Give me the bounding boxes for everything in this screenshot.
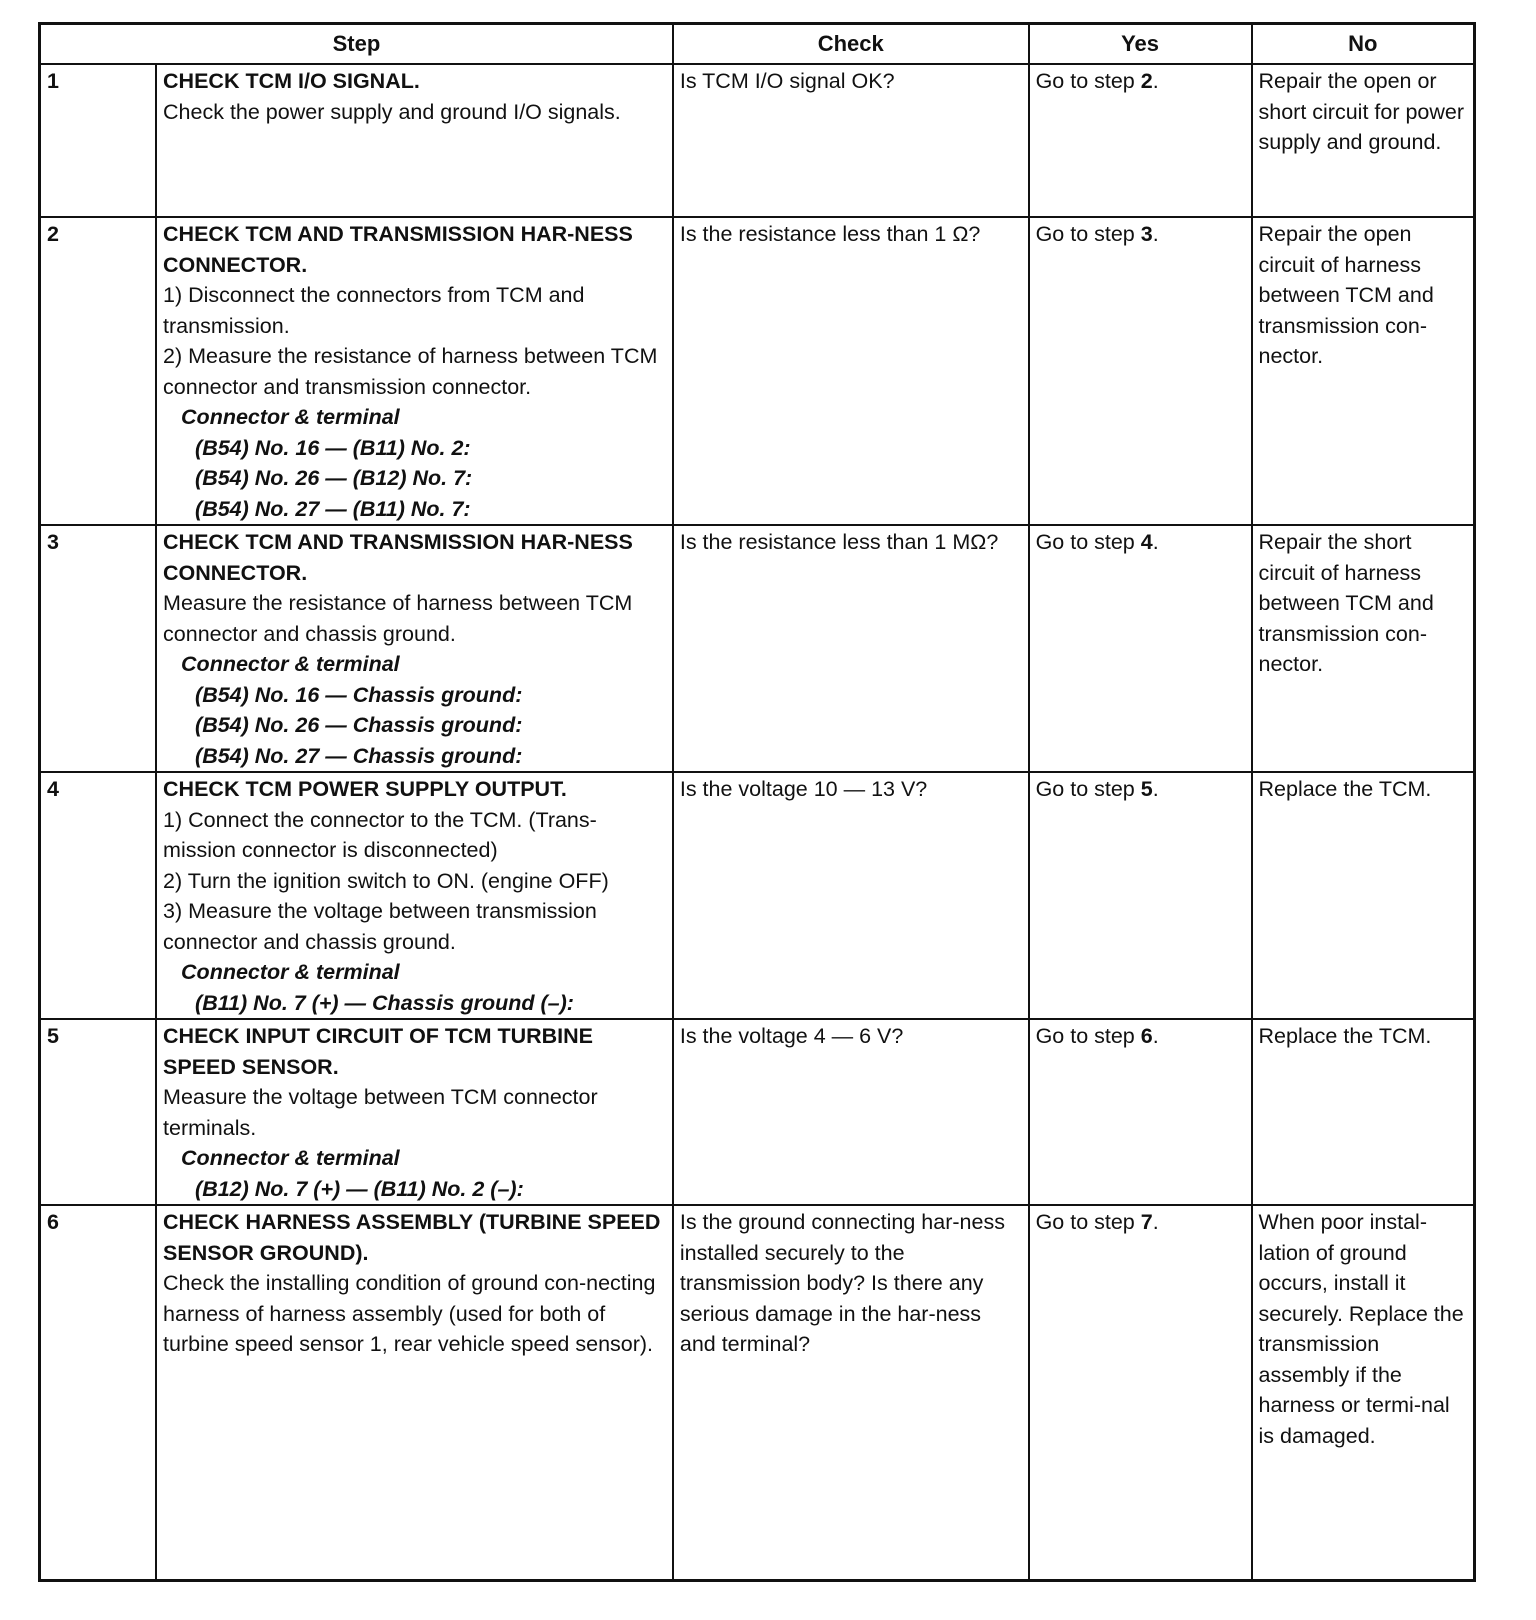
no-cell: When poor instal-lation of ground occurs, install it securely. Replace the transmission assembly if the harness or termi-nal is damaged. (1252, 1205, 1475, 1581)
terminal-line: (B54) No. 16 — Chassis ground: (195, 682, 523, 707)
no-cell: Repair the open circuit of harness between TCM and transmission con-nector. (1252, 217, 1475, 525)
terminal-line: (B54) No. 16 — (B11) No. 2: (195, 435, 471, 460)
no-cell: Repair the short circuit of harness between TCM and transmission con-nector. (1252, 525, 1475, 772)
yes-text: Go to step (1035, 530, 1141, 554)
step-instruction: 1) Disconnect the connectors from TCM and transmission. (163, 283, 585, 338)
step-number: 1 (40, 64, 157, 217)
step-instruction: 3) Measure the voltage between transmission connector and chassis ground. (163, 899, 597, 954)
yes-text: Go to step (1035, 69, 1141, 93)
step-number: 4 (40, 772, 157, 1019)
step-number: 6 (40, 1205, 157, 1581)
table-row (40, 772, 1475, 1019)
terminal-line: (B54) No. 26 — Chassis ground: (195, 713, 523, 737)
check-cell: Is the resistance less than 1 Ω? (673, 217, 1029, 525)
yes-step-ref: 7 (1140, 1210, 1153, 1234)
diagnostic-table (38, 22, 1476, 1582)
no-cell: Repair the open or short circuit for power supply and ground. (1252, 64, 1475, 217)
terminal-line: (B54) No. 27 — (B11) No. 7: (195, 496, 471, 521)
yes-cell (1029, 217, 1252, 525)
header-row (40, 24, 1475, 65)
step-number: 2 (40, 217, 157, 525)
step-title: CHECK TCM I/O SIGNAL. (163, 69, 420, 93)
terminal-line: (B11) No. 7 (+) — Chassis ground (–): (195, 990, 574, 1015)
step-title: CHECK INPUT CIRCUIT OF TCM TURBINE SPEED SENSOR. (163, 1024, 594, 1079)
connector-heading: Connector & terminal (181, 960, 400, 984)
check-cell: Is the ground connecting har-ness installed securely to the transmission body? Is there any serious damage in the har-ness and terminal? (673, 1205, 1029, 1581)
yes-text: Go to step (1035, 222, 1141, 246)
header-check: Check (673, 24, 1029, 65)
yes-step-ref: 4 (1140, 530, 1153, 554)
yes-cell (1029, 1019, 1252, 1205)
no-cell: Replace the TCM. (1252, 1019, 1475, 1205)
step-instruction: Check the power supply and ground I/O signals. (163, 99, 621, 124)
yes-cell (1029, 64, 1252, 217)
step-instruction: Measure the voltage between TCM connector terminals. (163, 1085, 598, 1140)
step-instruction: Check the installing condition of ground con-necting harness of harness assembly (used for both of turbine speed sensor 1, rear vehicle speed sensor). (163, 1271, 656, 1356)
step-instruction: 2) Turn the ignition switch to ON. (engine OFF) (163, 868, 609, 893)
yes-suffix: . (1152, 1024, 1159, 1048)
check-cell: Is the voltage 10 — 13 V? (673, 772, 1029, 1019)
step-number: 5 (40, 1019, 157, 1205)
yes-suffix: . (1152, 530, 1159, 554)
header-no: No (1252, 24, 1475, 65)
table-row (40, 525, 1475, 772)
yes-cell (1029, 525, 1252, 772)
yes-step-ref: 2 (1140, 69, 1153, 93)
step-cell (156, 1205, 673, 1581)
connector-heading: Connector & terminal (181, 1146, 400, 1170)
yes-suffix: . (1152, 222, 1159, 246)
step-cell (156, 772, 673, 1019)
step-instruction: Measure the resistance of harness between TCM connector and chassis ground. (163, 591, 633, 646)
step-instruction: 1) Connect the connector to the TCM. (Trans-mission connector is disconnected) (163, 807, 597, 862)
header-yes: Yes (1029, 24, 1252, 65)
step-number: 3 (40, 525, 157, 772)
yes-text: Go to step (1035, 777, 1141, 801)
connector-heading: Connector & terminal (181, 652, 400, 676)
yes-text: Go to step (1035, 1210, 1141, 1234)
table-row (40, 217, 1475, 525)
step-cell (156, 525, 673, 772)
step-title: CHECK TCM AND TRANSMISSION HAR-NESS CONNECTOR. (163, 222, 633, 277)
no-cell: Replace the TCM. (1252, 772, 1475, 1019)
step-title: CHECK HARNESS ASSEMBLY (TURBINE SPEED SENSOR GROUND). (163, 1210, 661, 1265)
yes-suffix: . (1152, 1210, 1159, 1234)
step-title: CHECK TCM POWER SUPPLY OUTPUT. (163, 777, 567, 801)
header-step: Step (40, 24, 673, 65)
yes-cell (1029, 1205, 1252, 1581)
table-row (40, 1205, 1475, 1581)
check-cell: Is the resistance less than 1 MΩ? (673, 525, 1029, 772)
table-row (40, 1019, 1475, 1205)
step-cell (156, 217, 673, 525)
yes-step-ref: 3 (1140, 222, 1153, 246)
terminal-line: (B12) No. 7 (+) — (B11) No. 2 (–): (195, 1176, 524, 1201)
terminal-line: (B54) No. 27 — Chassis ground: (195, 743, 523, 768)
table-row (40, 64, 1475, 217)
yes-text: Go to step (1035, 1024, 1141, 1048)
step-cell (156, 1019, 673, 1205)
check-cell: Is the voltage 4 — 6 V? (673, 1019, 1029, 1205)
check-cell: Is TCM I/O signal OK? (673, 64, 1029, 217)
yes-suffix: . (1152, 777, 1159, 801)
terminal-line: (B54) No. 26 — (B12) No. 7: (195, 466, 473, 490)
connector-heading: Connector & terminal (181, 405, 400, 429)
step-instruction: 2) Measure the resistance of harness between TCM connector and transmission connector. (163, 344, 658, 399)
yes-step-ref: 6 (1140, 1024, 1153, 1048)
yes-step-ref: 5 (1140, 777, 1153, 801)
yes-cell (1029, 772, 1252, 1019)
step-cell (156, 64, 673, 217)
step-title: CHECK TCM AND TRANSMISSION HAR-NESS CONNECTOR. (163, 530, 633, 585)
yes-suffix: . (1152, 69, 1159, 93)
